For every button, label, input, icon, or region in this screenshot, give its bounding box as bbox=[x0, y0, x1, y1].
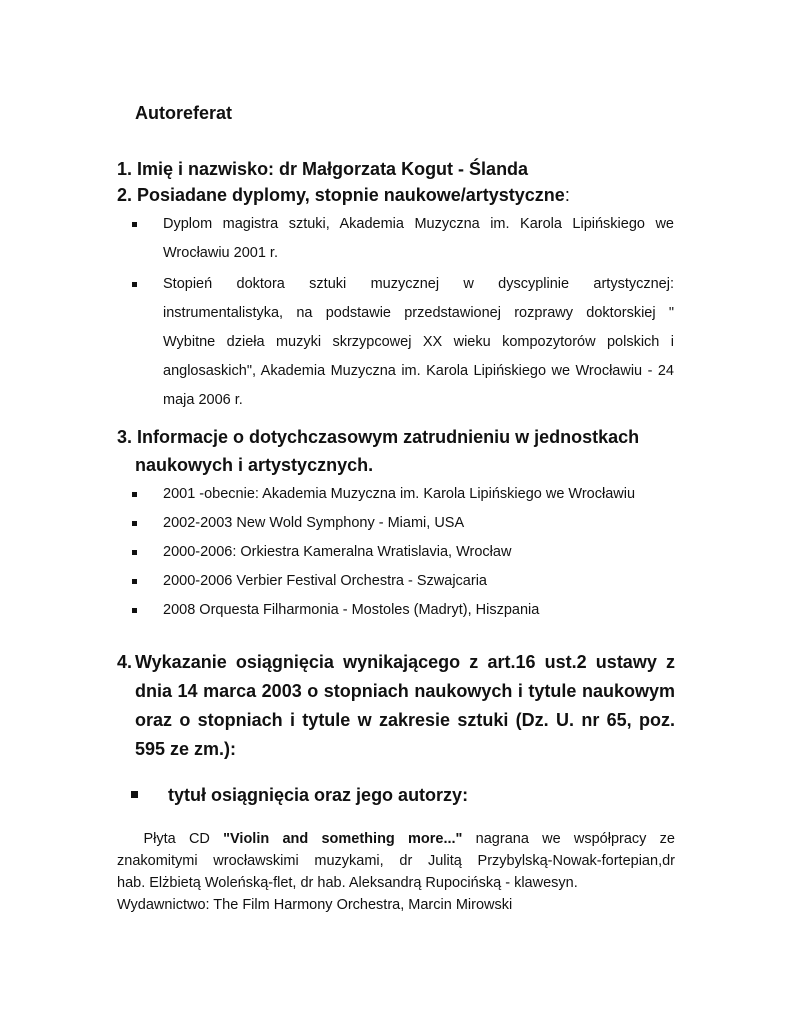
list-item-text: 2001 -obecnie: Akademia Muzyczna im. Karola Lipińskiego we Wrocławiu bbox=[163, 486, 636, 502]
paragraph-line-3: hab. Elżbietą Woleńską-flet, dr hab. Aleksandrą Rupocińską - klawesyn. bbox=[117, 875, 578, 891]
bullet-icon bbox=[132, 282, 137, 287]
section-2-heading bbox=[117, 182, 570, 208]
bullet-icon bbox=[131, 791, 138, 798]
list-item bbox=[0, 567, 791, 596]
achievement-paragraph bbox=[117, 828, 675, 916]
section-4-heading bbox=[117, 648, 675, 764]
list-item-text: Stopień doktora sztuki muzycznej w dyscyplinie artystycznej: instrumentalistyka, na podstawie przedstawionej rozprawy doktorskiej " Wybitne dzieła muzyki skrzypcowej XX wieku kompozytorów polskich i anglosaskich", Akademia Muzyczna im. Karola Lipińskiego we Wrocławiu - 24 maja 2006 r. bbox=[163, 276, 674, 408]
diplomas-list bbox=[0, 210, 791, 415]
paragraph-line-4: Wydawnictwo: The Film Harmony Orchestra, Marcin Mirowski bbox=[117, 897, 513, 913]
achievement-subheading bbox=[0, 782, 791, 808]
employment-list bbox=[0, 480, 791, 625]
list-item-text: Dyplom magistra sztuki, Akademia Muzyczna im. Karola Lipińskiego we Wrocławiu 2001 r. bbox=[163, 216, 674, 261]
list-item bbox=[0, 509, 791, 538]
bullet-icon bbox=[132, 492, 137, 497]
paragraph-line-2: znakomitymi wrocławskimi muzykami, dr Julitą Przybylską-Nowak-fortepian,dr bbox=[117, 853, 675, 869]
section-3-label-line1: 3. Informacje o dotychczasowym zatrudnieniu w jednostkach bbox=[117, 427, 640, 447]
section-2-colon: : bbox=[564, 185, 570, 205]
list-item-text: 2000-2006 Verbier Festival Orchestra - Szwajcaria bbox=[163, 573, 487, 589]
section-3-label-line2: naukowych i artystycznych. bbox=[135, 455, 374, 475]
section-4-label: Wykazanie osiągnięcia wynikającego z art.16 ust.2 ustawy z dnia 14 marca 2003 o stopniach naukowych i tytule naukowym oraz o stopniach i tytule w zakresie sztuki (Dz. U. nr 65, poz. 595 ze zm.): bbox=[135, 652, 675, 759]
paragraph-prefix: Płyta CD bbox=[143, 831, 224, 847]
list-item-text: 2000-2006: Orkiestra Kameralna Wratislavia, Wrocław bbox=[163, 544, 512, 560]
list-item-text: 2008 Orquesta Filharmonia - Mostoles (Madryt), Hiszpania bbox=[163, 602, 540, 618]
list-item-text: 2002-2003 New Wold Symphony - Miami, USA bbox=[163, 515, 465, 531]
album-title: "Violin and something more..." bbox=[223, 831, 463, 847]
bullet-icon bbox=[132, 222, 137, 227]
bullet-icon bbox=[132, 608, 137, 613]
bullet-icon bbox=[132, 550, 137, 555]
bullet-icon bbox=[132, 579, 137, 584]
section-3-heading-cont bbox=[135, 452, 373, 478]
list-item bbox=[0, 270, 791, 415]
list-item bbox=[0, 210, 791, 268]
achievement-subheading-text: tytuł osiągnięcia oraz jego autorzy: bbox=[168, 785, 469, 805]
section-3-heading bbox=[117, 424, 639, 450]
section-1-heading bbox=[117, 156, 528, 182]
section-2-label: 2. Posiadane dyplomy, stopnie naukowe/artystyczne bbox=[117, 185, 565, 205]
list-item bbox=[0, 596, 791, 625]
document-title: Autoreferat bbox=[135, 103, 233, 123]
paragraph-rest-line1: nagrana we współpracy ze bbox=[462, 831, 675, 847]
list-item bbox=[0, 538, 791, 567]
section-1-label: 1. Imię i nazwisko: dr Małgorzata Kogut - Ślanda bbox=[117, 159, 529, 179]
paragraph-line-1 bbox=[117, 828, 675, 850]
list-item bbox=[0, 480, 791, 509]
bullet-icon bbox=[132, 521, 137, 526]
section-4-number: 4. bbox=[117, 652, 133, 672]
